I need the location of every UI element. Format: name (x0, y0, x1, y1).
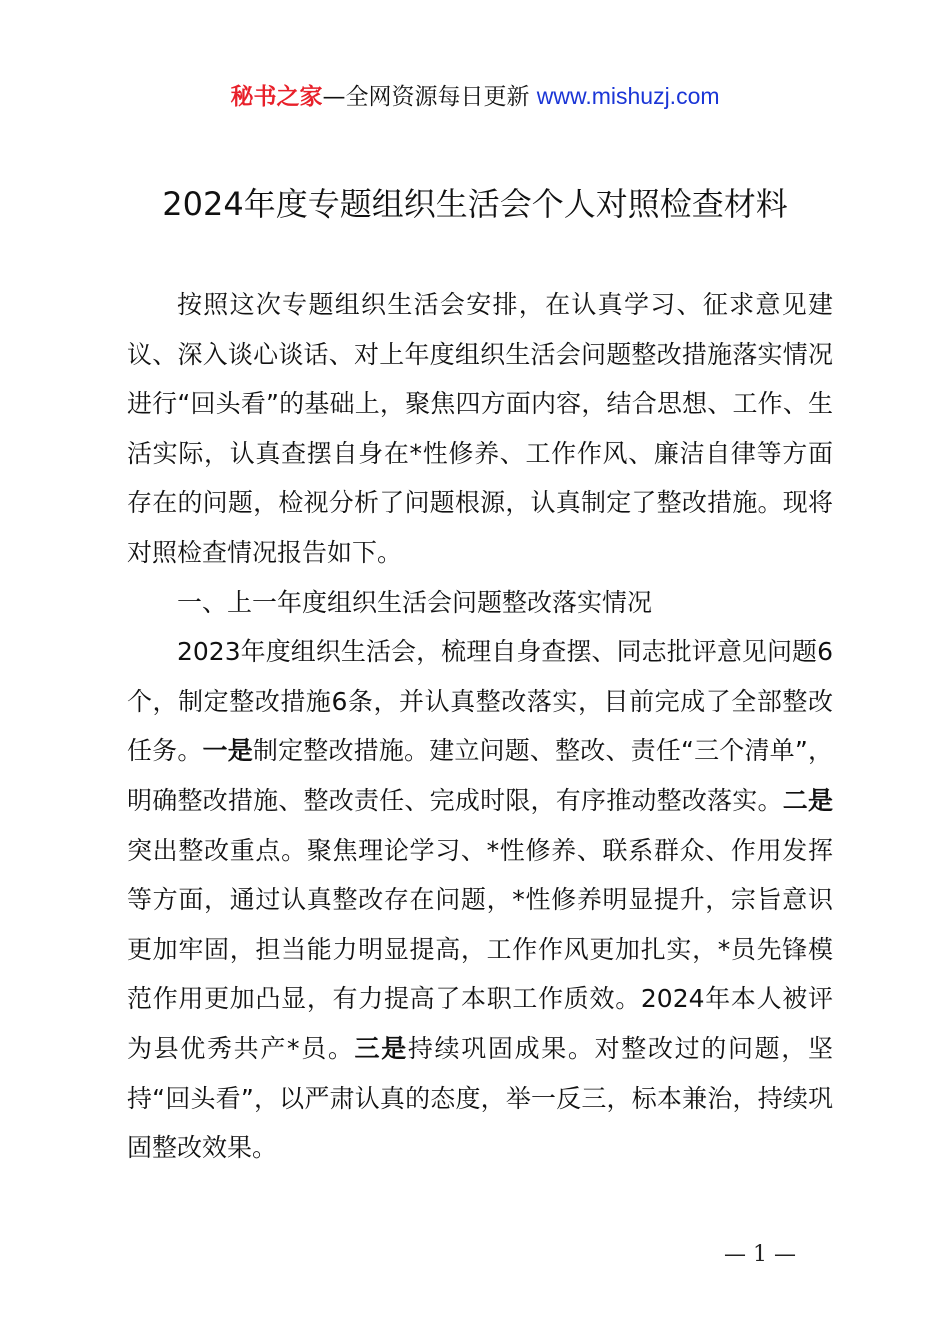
page-number: — 1 — (724, 1242, 796, 1267)
site-header (0, 80, 950, 113)
section-text: 制定整改措施。建立问题、整改、责任“三个清单”，明确整改措施、整改责任、完成时限，有序推动整改落实。 (127, 736, 833, 815)
intro-paragraph: 按照这次专题组织生活会安排，在认真学习、征求意见建议、深入谈心谈话、对上年度组织生活会问题整改措施落实情况进行“回头看”的基础上，聚焦四方面内容，结合思想、工作、生活实际，认真查摆自身在*性修养、工作作风、廉洁自律等方面存在的问题，检视分析了问题根源，认真制定了整改措施。现将对照检查情况报告如下。 (127, 290, 833, 567)
document-body (127, 280, 833, 1173)
section-paragraph (127, 627, 833, 1173)
document-title: 2024年度专题组织生活会个人对照检查材料 (162, 185, 788, 223)
point-label: 一是 (202, 736, 253, 766)
brand-name: 秘书之家 (230, 84, 323, 110)
point-label: 三是 (354, 1033, 408, 1063)
section-text: 2023年度组织生活会，梳理自身查摆、同志批评意见问题6个，制定整改措施6条，并认真整改落实，目前完成了全部整改任务。 (127, 637, 833, 766)
point-label: 二是 (782, 785, 833, 815)
site-url-link[interactable]: www.mishuzj.com (536, 83, 720, 109)
section-heading: 一、上一年度组织生活会问题整改落实情况 (177, 587, 653, 617)
site-slogan: —全网资源每日更新 (322, 84, 530, 110)
section-text: 持续巩固成果。对整改过的问题，坚持“回头看”，以严肃认真的态度，举一反三，标本兼治，持续巩固整改效果。 (127, 1033, 833, 1163)
section-text: 突出整改重点。聚焦理论学习、*性修养、联系群众、作用发挥等方面，通过认真整改存在问题，*性修养明显提升，宗旨意识更加牢固，担当能力明显提高，工作作风更加扎实，*员先锋模范作用更加凸显，有力提高了本职工作质效。2024年本人被评为县优秀共产*员。 (127, 835, 833, 1063)
